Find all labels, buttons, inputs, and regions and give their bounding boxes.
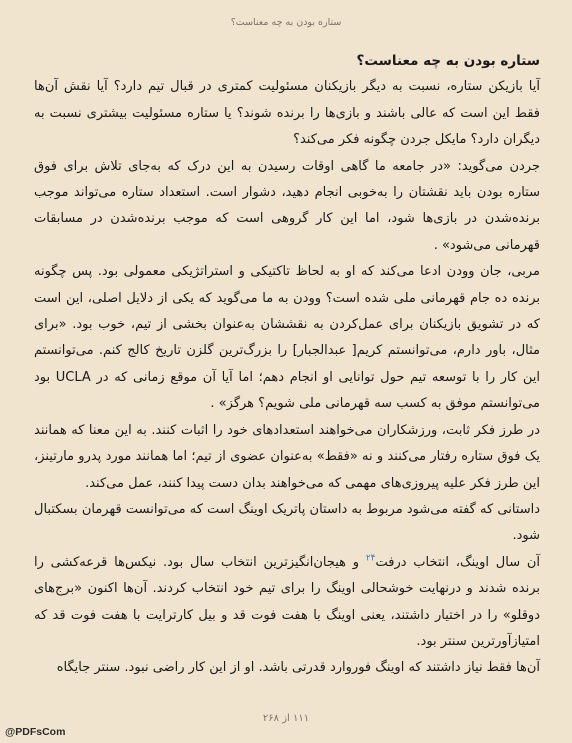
paragraph [34, 418, 540, 497]
paragraph-text: مربی، جان وودن ادعا می‌کند که او به لحاظ تاکتیکی و استراتژیکی معمولی بود. پس چگونه برنده ده جام قهرمانی ملی شده است؟ وودن به ما می‌گوید که یکی از دلایل اصلی، این است که در تشویق بازیکنان برای عمل‌کردن به نقششان به‌عنوان بخشی از تیم، خوب بود. «برای مثال، باور دارم، می‌توانستم کریم[ عبدالجبار] را بزرگ‌ترین گلزن تاریخ کالج کنم. می‌توانستم این کار را با توسعه تیم حول توانایی او انجام دهم؛ اما آیا آن موقع زمانی که در UCLA بود می‌توانستم موفق به کسب سه قهرمانی ملی شویم؟ هرگز» . [34, 264, 540, 412]
paragraph [34, 497, 540, 550]
section-heading: ستاره بودن به چه معناست؟ [356, 53, 540, 69]
paragraph-text: و هیجان‌انگیزترین انتخاب سال بود. نیکس‌ها قرعه‌کشی را برنده شدند و درنهایت خوشحالی اوینگ را برای تیم خود انتخاب کردند. آن‌ها اکنون «برج‌های دوقلو» را در اختیار داشتند، یعنی اوینگ با هفت فوت قد و بیل کارترایت با هفت فوت قد که امتیازآورترین سنتر بود. [34, 554, 540, 649]
paragraph-text: آیا بازیکن ستاره، نسبت به دیگر بازیکنان مسئولیت کمتری در قبال تیم دارد؟ آیا نقش آن‌ها فقط این است که عالی باشند و بازی‌ها را برنده شوند؟ یا ستاره مسئولیت بیشتری نسبت به دیگران دارد؟ مایکل جردن چگونه فکر می‌کند؟ [34, 79, 540, 148]
paragraph [34, 550, 540, 656]
paragraph [34, 655, 540, 681]
paragraph-text: داستانی که گفته می‌شود مربوط به داستان پاتریک اوینگ است که می‌توانست قهرمان بسکتبال شود. [34, 501, 540, 544]
paragraph-text: آن سال اوینگ، انتخاب درفت [375, 554, 540, 570]
paragraph-text: آن‌ها فقط نیاز داشتند که اوینگ فوروارد قدرتی باشد. او از این کار راضی نبود. سنتر جایگاه [56, 660, 540, 676]
running-header: ستاره بودن به چه معناست؟ [230, 17, 342, 28]
footnote-reference-link[interactable]: ۲۴ [365, 553, 376, 564]
page-content [34, 48, 540, 682]
paragraph [34, 259, 540, 417]
watermark: @PDFsCom [5, 726, 66, 738]
paragraph-text: در طرز فکر ثابت، ورزشکاران می‌خواهند استعدادهای خود را اثبات کنند. به این معنا که همانند یک فوق ستاره رفتار می‌کنند و نه «فقط» به‌عنوان عضوی از تیم؛ اما همانند مورد پدرو مارتینز، این طرز فکر علیه پیروزی‌های مهمی که می‌خواهند بدان دست پیدا کنند، عمل می‌کند. [34, 422, 540, 491]
paragraph-text: جردن می‌گوید: «در جامعه ما گاهی اوقات رسیدن به این درک که به‌جای تلاش برای فوق ستاره بودن باید نقشتان را به‌خوبی انجام دهید، دشوار است. استعداد ستاره می‌تواند موجب برنده‌شدن در بازی‌ها شود، اما این کار گروهی است که موجب برنده‌شدن در مسابقات قهرمانی می‌شود» . [34, 158, 540, 253]
paragraph [34, 74, 540, 153]
paragraph [34, 154, 540, 260]
page-number: ۱۱۱ از ۲۶۸ [262, 713, 310, 724]
